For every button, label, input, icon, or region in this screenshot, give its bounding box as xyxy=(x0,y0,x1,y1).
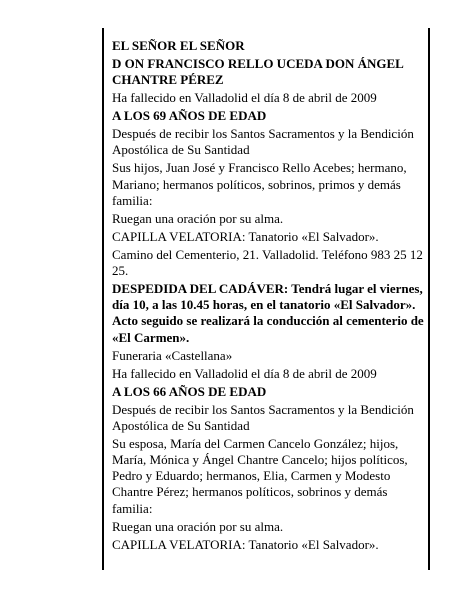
deceased-names: D ON FRANCISCO RELLO UCEDA DON ÁNGEL CHANTRE PÉREZ xyxy=(112,56,404,88)
obituary-notice xyxy=(112,38,424,555)
age-first: A LOS 69 AÑOS DE EDAD xyxy=(112,108,267,124)
prayer-request-second: Ruegan una oración por su alma. xyxy=(112,518,284,534)
death-date-first: Ha fallecido en Valladolid el día 8 de abril de 2009 xyxy=(112,90,377,106)
notice-header-title: EL SEÑOR EL SEÑOR xyxy=(112,38,245,53)
death-date-second: Ha fallecido en Valladolid el día 8 de abril de 2009 xyxy=(112,365,377,381)
right-border-line xyxy=(428,28,430,570)
address-phone: Camino del Cementerio, 21. Valladolid. Teléfono 983 25 12 25. xyxy=(112,246,423,279)
wake-chapel-second: CAPILLA VELATORIA: Tanatorio «El Salvador». xyxy=(112,536,379,552)
age-second: A LOS 66 AÑOS DE EDAD xyxy=(112,383,267,399)
sacraments-second: Después de recibir los Santos Sacramentos y la Bendición Apostólica de Su Santidad xyxy=(112,401,414,433)
left-border-line xyxy=(102,28,104,570)
sacraments-first: Después de recibir los Santos Sacramentos y la Bendición Apostólica de Su Santidad xyxy=(112,126,414,158)
funeral-home: Funeraria «Castellana» xyxy=(112,347,233,363)
family-first: Sus hijos, Juan José y Francisco Rello Acebes; hermano, Mariano; hermanos políticos, sobrinos, primos y demás familia: xyxy=(112,160,407,208)
prayer-request-first: Ruegan una oración por su alma. xyxy=(112,210,284,226)
farewell-details: DESPEDIDA DEL CADÁVER: Tendrá lugar el viernes, día 10, a las 10.45 horas, en el tanatorio «El Salvador». Acto seguido se realizará la conducción al cementerio de «El Carmen». xyxy=(112,281,424,345)
family-second: Su esposa, María del Carmen Cancelo González; hijos, María, Mónica y Ángel Chantre Cancelo; hijos políticos, Pedro y Eduardo; hermanos, Elia, Carmen y Modesto Chantre Pérez; hermanos políticos, sobrinos y demás familia: xyxy=(112,435,408,516)
wake-chapel-first: CAPILLA VELATORIA: Tanatorio «El Salvador». xyxy=(112,228,379,244)
